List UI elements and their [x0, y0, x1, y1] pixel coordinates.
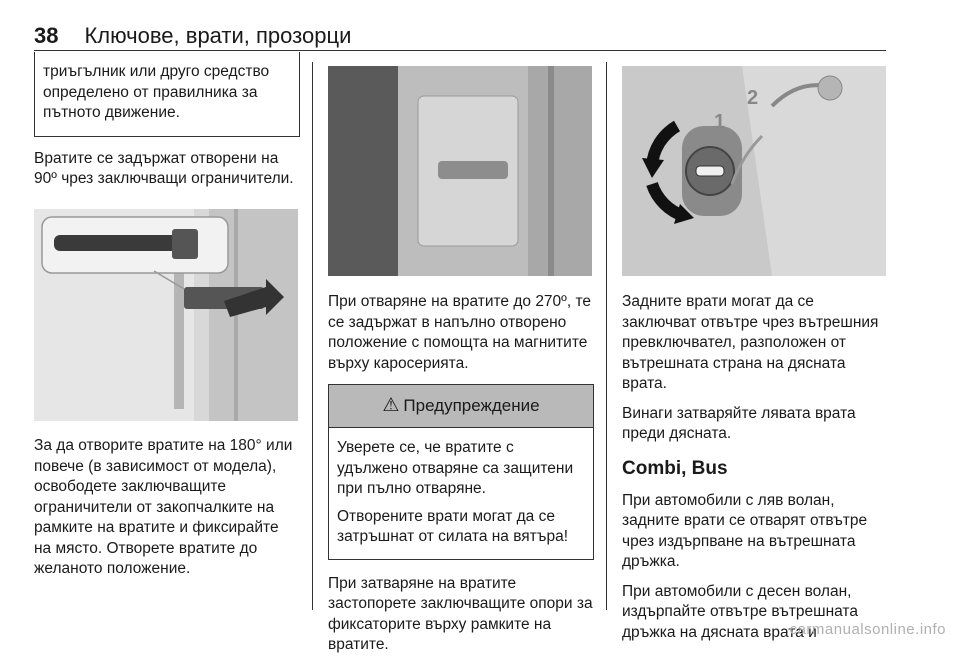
door-check-strap-illustration: [34, 209, 298, 421]
column-divider-1: [312, 62, 313, 610]
warning-text-2: Отворените врати могат да се затръшнат от силата на вятъра!: [337, 507, 569, 545]
col2-para-2: При затваряне на вратите застопорете заключващите опори за фиксаторите върху рамките на вратите.: [328, 574, 593, 653]
figure-label-2: 2: [747, 87, 759, 109]
warning-body: [329, 428, 593, 559]
column-1: [34, 52, 300, 199]
col3-para-1: Задните врати могат да се заключват отвътре чрез вътрешния превключвател, разположен от вътрешната страна на дясната врата.: [622, 293, 879, 392]
figure-label-1: 1: [714, 111, 726, 133]
section-title-combi-bus: Combi, Bus: [622, 457, 728, 479]
column-1-lower: [34, 436, 300, 589]
header-rule: [34, 50, 886, 51]
col2-para-1: При отваряне на вратите до 270º, те се задържат в напълно отворено положение с помощта на магнитите върху каросерията.: [328, 293, 591, 372]
warning-header: [329, 385, 593, 428]
rear-door-magnet-illustration: [328, 66, 592, 276]
page-title: Ключове, врати, прозорци: [84, 23, 352, 48]
page-number: 38: [34, 23, 59, 48]
continued-note-box: [34, 52, 300, 137]
col3-para-2: Винаги затваряйте лявата врата преди дясната.: [622, 404, 856, 442]
col3-para-3: При автомобили с ляв волан, задните врати се отварят отвътре чрез издърпване на вътрешната дръжка.: [622, 491, 868, 570]
warning-text-1: Уверете се, че вратите с удължено отваряне са защитени при пълно отваряне.: [337, 439, 574, 497]
interior-lock-switch-illustration: [622, 66, 886, 276]
column-divider-2: [606, 62, 607, 610]
continued-note-text: триъгълник или друго средство определено от правилника за пътното движение.: [43, 63, 270, 121]
col3-para-4: При автомобили с десен волан, издърпайте отвътре вътрешната дръжка на дясната врата и: [622, 582, 858, 641]
warning-box: [328, 384, 594, 560]
column-3: [622, 292, 888, 652]
column-2: [328, 292, 594, 665]
warning-triangle-icon: ⚠: [382, 394, 400, 416]
warning-title: Предупреждение: [403, 395, 540, 415]
col1-para-2: За да отворите вратите на 180° или повече (в зависимост от модела), освободете заключващите ограничители от закопчалките на рамките на вратите и фиксирайте на място. Отворете вратите до желаното положение.: [34, 437, 293, 577]
col1-para-1: Вратите се задържат отворени на 90º чрез заключващи ограничители.: [34, 149, 294, 187]
watermark-text: carmanualsonline.info: [789, 621, 946, 638]
page-header: [34, 22, 351, 50]
